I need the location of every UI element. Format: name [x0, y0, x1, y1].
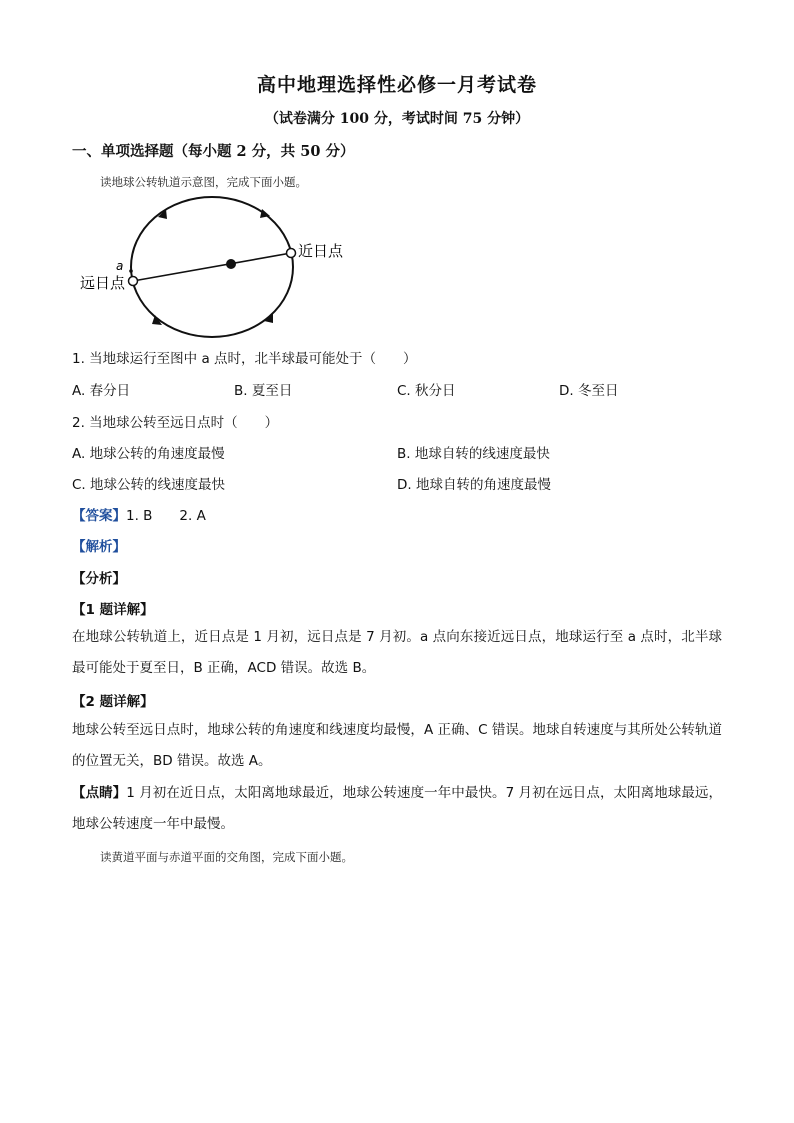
label-a: a [116, 259, 124, 273]
tip-text: 1 月初在近日点，太阳离地球最近，地球公转速度一年中最快。7 月初在远日点，太阳离地球最远，地球公转速度一年中最慢。 [72, 785, 722, 832]
q2-option-a[interactable]: A. 地球公转的角速度最慢 [72, 446, 225, 462]
point-a-dot [129, 269, 133, 273]
q1-option-c[interactable]: C. 秋分日 [397, 383, 456, 399]
tip-tag: 【点睛】 [72, 785, 127, 801]
q1-option-a[interactable]: A. 春分日 [72, 383, 131, 399]
question-2-stem: 2. 当地球公转至远日点时（ ） [72, 415, 279, 431]
aphelion-marker [129, 277, 138, 286]
detail-1-tag: 【1 题详解】 [72, 602, 154, 618]
answer-row [72, 504, 206, 524]
instruction-1: 读地球公转轨道示意图，完成下面小题。 [100, 175, 307, 189]
apsis-line [133, 253, 291, 281]
page-subtitle: （试卷满分 100 分，考试时间 75 分钟） [264, 111, 530, 127]
q2-option-c[interactable]: C. 地球公转的线速度最快 [72, 477, 226, 493]
perihelion-marker [287, 249, 296, 258]
answer-tag: 【答案】 [72, 508, 126, 524]
q1-option-d[interactable]: D. 冬至日 [559, 383, 619, 399]
q2-option-d[interactable]: D. 地球自转的角速度最慢 [397, 477, 551, 493]
answer-text: 1. B 2. A [126, 508, 206, 524]
q1-option-b[interactable]: B. 夏至日 [234, 383, 293, 399]
analysis-tag: 【解析】 [72, 539, 126, 555]
arrow-icon [264, 313, 273, 323]
section-heading: 一、单项选择题（每小题 2 分，共 50 分） [72, 143, 355, 160]
q2-option-b[interactable]: B. 地球自转的线速度最快 [397, 446, 550, 462]
tip-block [72, 778, 722, 840]
page-title: 高中地理选择性必修一月考试卷 [256, 74, 537, 96]
sun-dot [226, 259, 236, 269]
instruction-2: 读黄道平面与赤道平面的交角图，完成下面小题。 [100, 850, 353, 864]
detail-2-text: 地球公转至远日点时，地球公转的角速度和线速度均最慢，A 正确、C 错误。地球自转速度与其所处公转轨道的位置无关，BD 错误。故选 A。 [72, 722, 722, 769]
detail-1-text: 在地球公转轨道上，近日点是 1 月初，远日点是 7 月初。a 点向东接近远日点，地球运行至 a 点时，北半球最可能处于夏至日，B 正确，ACD 错误。故选 B。 [72, 629, 722, 676]
question-1-stem: 1. 当地球运行至图中 a 点时，北半球最可能处于（ ） [72, 351, 417, 367]
fenxi-tag: 【分析】 [72, 571, 126, 587]
detail-2-tag: 【2 题详解】 [72, 694, 154, 710]
orbit-diagram [72, 195, 372, 345]
label-perihelion: 近日点 [298, 242, 344, 260]
label-aphelion: 远日点 [80, 274, 126, 292]
